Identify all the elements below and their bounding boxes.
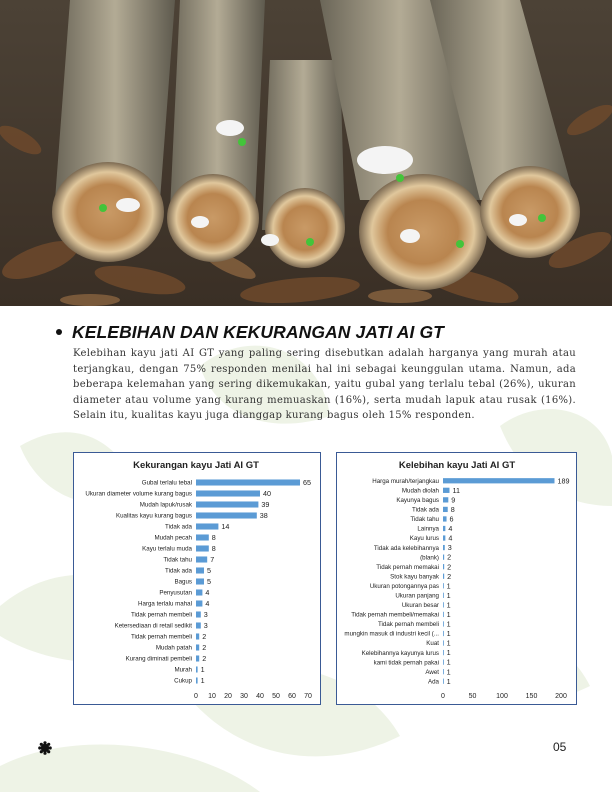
bar <box>443 631 444 636</box>
bar <box>443 507 448 512</box>
bar <box>196 556 207 562</box>
value-label: 14 <box>221 522 230 532</box>
x-tick-label: 100 <box>496 693 508 700</box>
category-label: Ukuran potongannya pas <box>369 582 439 590</box>
chart-title: Kelebihan kayu Jati AI GT <box>398 460 516 471</box>
category-label: Kurang diminati pembeli <box>125 655 192 663</box>
x-tick-label: 50 <box>468 693 477 700</box>
x-tick-label: 200 <box>555 693 567 700</box>
value-label: 8 <box>211 533 216 543</box>
bar <box>196 589 202 595</box>
chart-kelebihan-svg <box>337 453 575 703</box>
category-label: Kualitas kayu kurang bagus <box>115 512 192 520</box>
category-label: Kayu terlalu muda <box>142 545 192 553</box>
category-label: Tidak pernah membeli <box>131 633 192 641</box>
bar <box>196 479 300 485</box>
bar <box>443 564 444 569</box>
category-label: Lainnya <box>417 525 439 533</box>
value-label: 3 <box>447 543 452 553</box>
bar <box>196 666 198 672</box>
value-label: 8 <box>211 544 216 554</box>
category-label: kami tidak pernah pakai <box>373 659 439 667</box>
bar <box>443 602 444 607</box>
category-label: Ukuran besar <box>401 602 439 610</box>
category-label: Tidak tahu <box>410 516 439 524</box>
x-tick-label: 60 <box>288 693 296 700</box>
chart-kekurangan-svg <box>74 453 319 703</box>
category-label: Murah <box>174 666 192 674</box>
bar <box>443 583 444 588</box>
x-tick-label: 40 <box>256 693 264 700</box>
bar <box>196 545 209 551</box>
x-tick-label: 0 <box>194 693 198 700</box>
category-label: Cukup <box>174 677 192 685</box>
value-label: 4 <box>205 599 210 609</box>
section-title: KELEBIHAN DAN KEKURANGAN JATI AI GT <box>72 321 444 342</box>
category-label: Tidak ada <box>165 523 192 531</box>
flower-icon <box>38 741 52 755</box>
category-label: (blank) <box>420 554 439 562</box>
bar <box>443 488 449 493</box>
bar <box>443 497 448 502</box>
bar <box>196 600 202 606</box>
value-label: 1 <box>446 581 451 591</box>
bar <box>443 574 444 579</box>
category-label: Mudah pecah <box>154 534 192 542</box>
category-label: Tidak pernah membeli <box>378 621 439 629</box>
value-label: 2 <box>202 632 207 642</box>
bar <box>443 660 444 665</box>
bar <box>443 593 444 598</box>
page-number: 05 <box>553 740 567 754</box>
category-label: Tidak tahu <box>163 556 192 564</box>
bar <box>443 516 447 521</box>
value-label: 2 <box>202 643 207 653</box>
category-label: Stok kayu banyak <box>390 573 439 581</box>
value-label: 1 <box>446 657 451 667</box>
value-label: 2 <box>447 562 452 572</box>
value-label: 40 <box>263 489 271 499</box>
x-tick-label: 50 <box>272 693 280 700</box>
value-label: 7 <box>210 555 215 565</box>
category-label: Kayunya bagus <box>396 497 439 505</box>
category-label: Awet <box>425 668 439 676</box>
bullet-icon <box>56 329 62 335</box>
category-label: Mudah lapuk/rusak <box>139 501 192 509</box>
value-label: 5 <box>207 566 211 576</box>
bar <box>196 622 201 628</box>
bar <box>443 478 555 483</box>
category-label: Bagus <box>174 578 192 586</box>
x-tick-label: 30 <box>240 693 248 700</box>
bar <box>196 512 257 518</box>
value-label: 3 <box>203 610 208 620</box>
category-label: Mudah patah <box>155 644 192 652</box>
category-label: Tidak ada <box>412 506 439 514</box>
section-paragraph: Kelebihan kayu jati AI GT yang paling sering disebutkan adalah harganya yang murah atau terjangkau, dengan 75% responden menilai hal ini sebagai keunggulan utama. Namun, ada beberapa kelemahan yang sering dikemukakan, yaitu gubal yang terlalu tebal (26%), ukuran diameter atau volume yang kurang memuaskan (16%), serta mudah lapuk atau rusak (16%). Selain itu, kualitas kayu juga dianggap kurang bagus oleh 15% responden. <box>73 348 576 422</box>
value-label: 2 <box>202 654 207 664</box>
value-label: 65 <box>303 478 311 488</box>
bar <box>443 679 444 684</box>
category-label: Kelebihannya kayunya lurus <box>361 649 439 657</box>
bar <box>443 612 444 617</box>
x-tick-label: 70 <box>304 693 312 700</box>
bar <box>196 655 199 661</box>
value-label: 1 <box>200 676 205 686</box>
value-label: 4 <box>448 524 453 534</box>
bar <box>443 535 445 540</box>
value-label: 39 <box>261 500 270 510</box>
category-label: Ketersediaan di retail sedikit <box>114 622 192 630</box>
value-label: 1 <box>446 638 451 648</box>
bar <box>196 677 198 683</box>
bar <box>196 578 204 584</box>
chart-kekurangan <box>73 452 321 705</box>
value-label: 2 <box>447 552 452 562</box>
value-label: 189 <box>557 476 570 486</box>
value-label: 9 <box>451 495 456 505</box>
value-label: 1 <box>446 629 451 639</box>
category-label: Tidak pernah memakai <box>376 563 439 571</box>
category-label: Ukuran diameter volume kurang bagus <box>85 490 192 498</box>
category-label: Tidak pernah membeli/memakai <box>351 611 439 619</box>
value-label: 11 <box>452 485 460 495</box>
bar <box>443 555 444 560</box>
value-label: 5 <box>207 577 211 587</box>
category-label: Ada <box>427 678 439 686</box>
category-label: mungkin masuk di industri kecil (... <box>344 630 439 638</box>
category-label: Kuat <box>426 640 439 648</box>
bar <box>196 534 209 540</box>
category-label: Penyusutan <box>159 589 192 597</box>
category-label: Kayu lurus <box>409 535 439 543</box>
bar <box>196 644 199 650</box>
value-label: 8 <box>450 505 455 515</box>
value-label: 2 <box>447 571 452 581</box>
value-label: 1 <box>446 590 451 600</box>
value-label: 4 <box>448 533 453 543</box>
bar <box>443 545 445 550</box>
category-label: Ukuran panjang <box>395 592 439 600</box>
category-label: Tidak ada kelebihannya <box>373 544 439 552</box>
value-label: 38 <box>259 511 268 521</box>
value-label: 1 <box>446 610 451 620</box>
bar <box>443 650 444 655</box>
value-label: 1 <box>446 648 451 658</box>
value-label: 1 <box>200 665 205 675</box>
bar <box>196 490 260 496</box>
category-label: Mudah diolah <box>401 487 439 495</box>
x-tick-label: 20 <box>224 693 232 700</box>
bar <box>196 501 258 507</box>
category-label: Harga murah/terjangkau <box>372 477 439 485</box>
value-label: 1 <box>446 619 451 629</box>
bar <box>196 523 218 529</box>
category-label: Harga terlalu mahal <box>138 600 192 608</box>
category-label: Tidak pernah membeli <box>131 611 192 619</box>
x-tick-label: 10 <box>208 693 216 700</box>
bar <box>196 633 199 639</box>
value-label: 1 <box>446 600 451 610</box>
bar <box>443 526 445 531</box>
x-tick-label: 0 <box>441 693 445 700</box>
category-label: Gubal terlalu tebal <box>141 479 192 487</box>
value-label: 1 <box>446 667 451 677</box>
value-label: 1 <box>446 676 451 686</box>
category-label: Tidak ada <box>165 567 192 575</box>
bar <box>443 621 444 626</box>
bar <box>196 567 204 573</box>
bar <box>196 611 201 617</box>
teak-logs-photo <box>0 0 612 306</box>
chart-title: Kekurangan kayu Jati AI GT <box>133 460 259 471</box>
x-tick-label: 150 <box>525 693 538 700</box>
value-label: 6 <box>449 514 454 524</box>
bar <box>443 640 444 645</box>
bar <box>443 669 444 674</box>
value-label: 4 <box>205 588 210 598</box>
section-heading <box>56 320 586 344</box>
chart-kelebihan <box>336 452 577 705</box>
value-label: 3 <box>203 621 208 631</box>
